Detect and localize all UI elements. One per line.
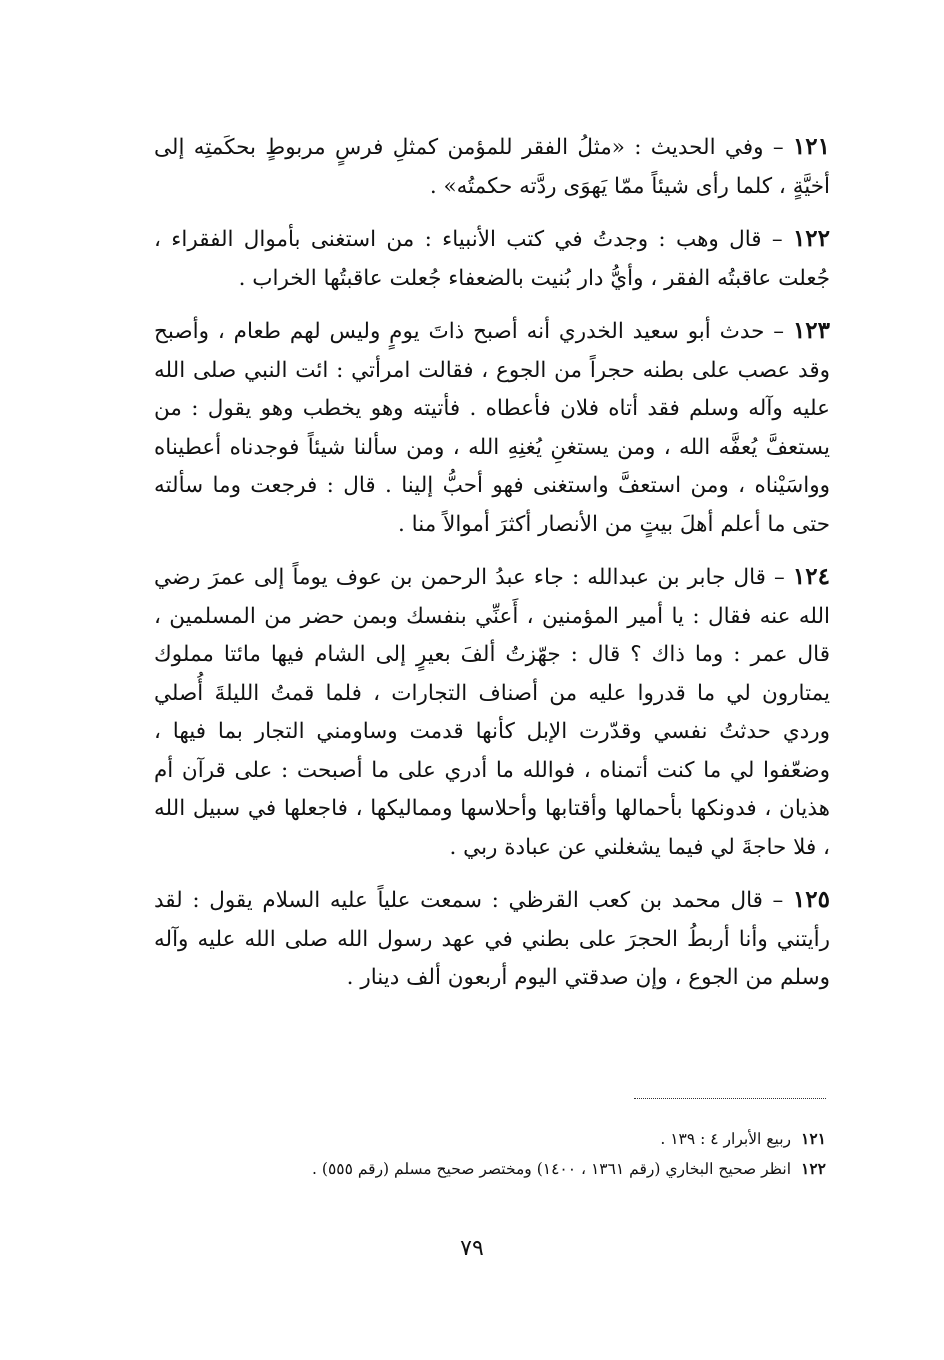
footnote-122 [154,1154,826,1184]
paragraph-text: – قال محمد بن كعب القرظي : سمعت علياً عليه السلام يقول : لقد رأيتني وأنا أربطُ الحجرَ على بطني في عهد رسول الله صلى الله عليه وآله وسلم من الجوع ، وإن صدقتي اليوم أربعون ألف دينار . [154,888,830,990]
paragraph-text: – قال جابر بن عبدالله : جاء عبدُ الرحمن بن عوف يوماً إلى عمرَ رضي الله عنه فقال : يا أمير المؤمنين ، أَعنِّي بنفسك وبمن حضر من المسلمين ، قال عمر : وما ذاك ؟ قال : جهّزتُ ألفَ بعيرٍ إلى الشام فيها مائتا مملوك يمتارون لي ما قدروا عليه من أصناف التجارات ، فلما قمتُ الليلةَ أُصلي وردي حدثتُ نفسي وقدّرت الإبل كأنها قدمت وساومني التجار بما فيها ، وضعّفوا لي ما كنت أتمناه ، فوالله ما أدري على ما أصبحت : على قرآن أم هذيان ، فدونكها بأحمالها وأقتابها وأحلاسها ومماليكها ، فاجعلها في سبيل الله ، فلا حاجةَ لي فيما يشغلني عن عبادة ربي . [154,565,830,860]
footnote-text: ربيع الأبرار ٤ : ١٣٩ . [660,1130,792,1148]
paragraph-123 [154,312,830,544]
footnote-number: ١٢١ [801,1129,826,1148]
paragraph-number: ١٢٣ [792,317,830,344]
paragraph-text: – حدث أبو سعيد الخدري أنه أصبح ذاتَ يومٍ وليس لهم طعام ، وأصبح وقد عصب على بطنه حجراً من الجوع ، فقالت امرأتي : ائت النبي صلى الله عليه وآله وسلم فقد أتاه فلان فأعطاه . فأتيته وهو يخطب وهو يقول : من يستعفَّ يُعفَّه الله ، ومن يستغنِ يُغنِهِ الله ، ومن سألنا شيئاً فوجدناه أعطيناه وواسَيْناه ، ومن استعفَّ واستغنى فهو أحبُّ إلينا . قال : فرجعت وما سألته حتى ما أعلم أهلَ بيتٍ من الأنصار أكثرَ أموالاً منا . [154,319,830,537]
paragraph-125 [154,881,830,998]
footnote-divider [634,1098,826,1099]
paragraph-number: ١٢٥ [792,886,830,913]
footnote-121 [154,1124,826,1154]
paragraph-122 [154,220,830,298]
footnote-text: انظر صحيح البخاري (رقم ١٣٦١ ، ١٤٠٠) ومختصر صحيح مسلم (رقم ٥٥٥) . [312,1160,792,1178]
paragraph-text: – وفي الحديث : «مثلُ الفقر للمؤمن كمثلِ فرسٍ مربوطٍ بحكَمتِه إلى أخيَّةٍ ، كلما رأى شيئاً ممّا يَهوَى ردَّته حكمتُه» . [154,135,830,199]
paragraph-121 [154,128,830,206]
footnote-number: ١٢٢ [801,1159,826,1178]
paragraph-text: – قال وهب : وجدتُ في كتب الأنبياء : من استغنى بأموال الفقراء ، جُعلت عاقبتُه الفقر ، وأيُّ دار بُنيت بالضعفاء جُعلت عاقبتُها الخراب . [154,227,830,291]
main-text [154,128,830,1012]
page-number: ٧٩ [460,1236,484,1261]
paragraph-124 [154,558,830,867]
paragraph-number: ١٢٤ [792,563,830,590]
paragraph-number: ١٢١ [792,133,830,160]
footnotes [154,1124,826,1184]
paragraph-number: ١٢٢ [792,225,830,252]
